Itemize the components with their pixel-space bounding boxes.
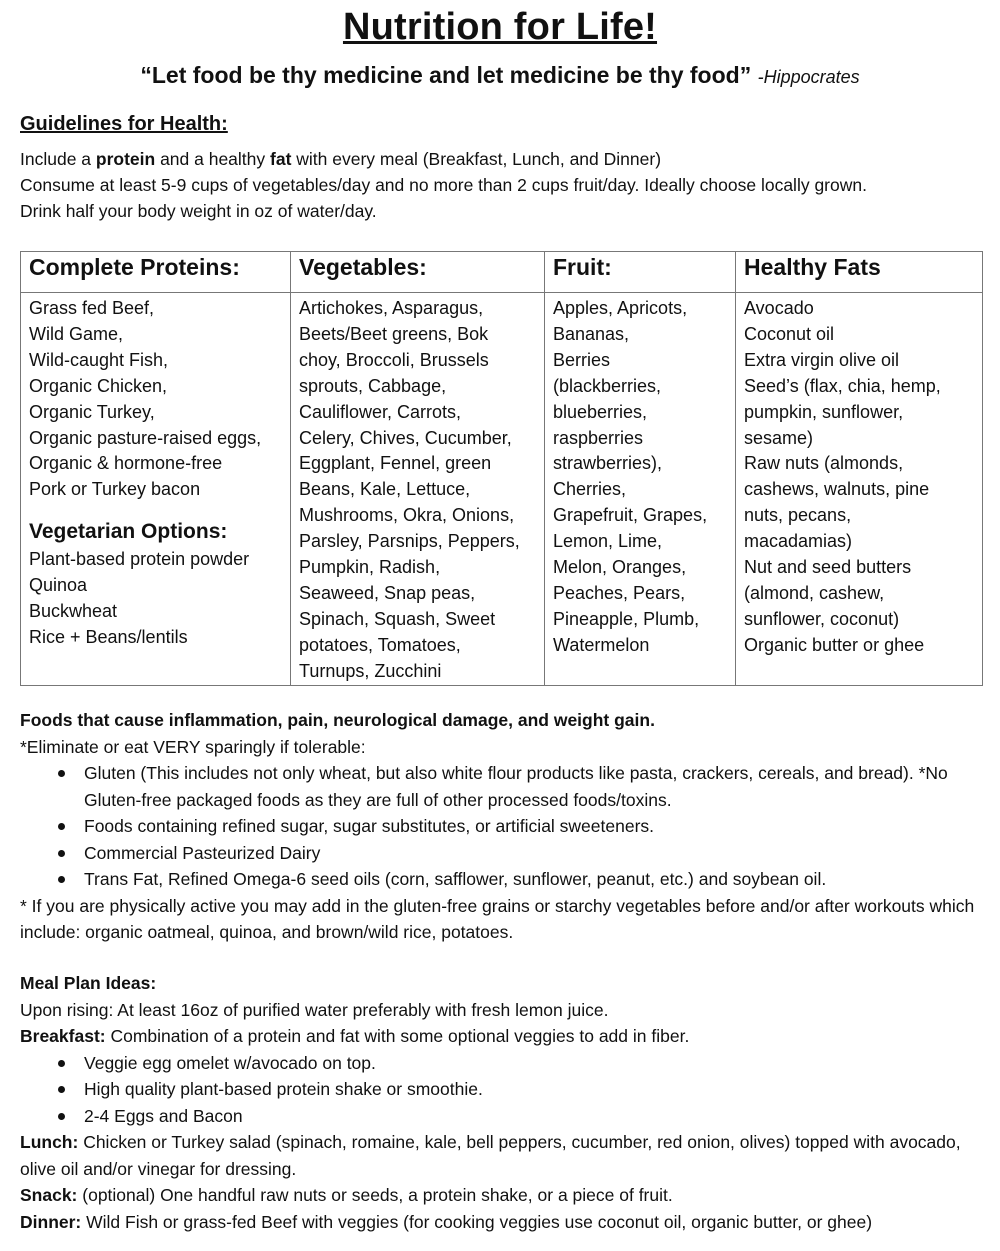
guideline-text: Include a: [20, 149, 96, 169]
list-item: Grass fed Beef,: [29, 298, 155, 318]
meal-plan-section: [20, 970, 990, 1235]
quote: [0, 62, 1000, 89]
vegetables-cell: [291, 293, 545, 686]
inflammation-list: [20, 760, 990, 893]
quote-text: “Let food be thy medicine and let medicine be thy food”: [140, 62, 752, 88]
meal-plan-breakfast: [20, 1023, 990, 1050]
list-item: Raw nuts (almonds,: [744, 453, 904, 474]
list-item: Grapefruit, Grapes,: [553, 505, 708, 526]
list-item: Artichokes, Asparagus,: [299, 298, 484, 318]
bullet-item: Foods containing refined sugar, sugar substitutes, or artificial sweeteners.: [20, 813, 990, 840]
list-item: Turnups, Zucchini: [299, 660, 442, 681]
guideline-water: Drink half your body weight in oz of water/day.: [20, 201, 377, 221]
quote-author: -Hippocrates: [757, 67, 860, 87]
list-item: Plant-based protein powder: [29, 549, 250, 570]
list-item: sesame): [744, 427, 814, 448]
meal-plan-dinner: [20, 1209, 990, 1236]
list-item: Watermelon: [553, 634, 650, 655]
list-item: Parsley, Parsnips, Peppers,: [299, 531, 520, 552]
list-item: Pork or Turkey bacon: [29, 479, 201, 500]
list-item: Nut and seed butters: [744, 557, 912, 578]
inflammation-section: [20, 707, 990, 946]
list-item: Bananas,: [553, 323, 630, 344]
list-item: cashews, walnuts, pine: [744, 479, 930, 500]
fats-list: [744, 296, 974, 659]
lunch-label: Lunch:: [20, 1132, 79, 1152]
list-item: Peaches, Pears,: [553, 582, 686, 603]
guideline-vegetables: Consume at least 5-9 cups of vegetables/day and no more than 2 cups fruit/day. Ideally choose locally grown.: [20, 175, 867, 195]
page-title: Nutrition for Life!: [342, 6, 658, 48]
list-item: Organic butter or ghee: [744, 634, 925, 655]
list-item: Lemon, Lime,: [553, 531, 663, 552]
guideline-bold-fat: fat: [270, 149, 292, 169]
list-item: Melon, Oranges,: [553, 557, 687, 578]
list-item: potatoes, Tomatoes,: [299, 634, 461, 655]
list-item: nuts, pecans,: [744, 505, 852, 526]
proteins-list: [29, 296, 282, 503]
meal-plan-rising: Upon rising: At least 16oz of purified water preferably with fresh lemon juice.: [20, 999, 609, 1020]
guideline-protein-fat: [20, 146, 990, 172]
header-fruit: Fruit:: [545, 252, 736, 293]
list-item: strawberries),: [553, 453, 663, 474]
food-table-row: [21, 293, 983, 686]
inflammation-heading: Foods that cause inflammation, pain, neurological damage, and weight gain.: [20, 710, 655, 730]
guideline-text: with every meal (Breakfast, Lunch, and Dinner): [291, 149, 662, 169]
food-table-header-row: [21, 252, 983, 293]
list-item: Celery, Chives, Cucumber,: [299, 427, 512, 448]
snack-label: Snack:: [20, 1185, 78, 1205]
vegetarian-heading: Vegetarian Options:: [29, 520, 228, 544]
list-item: Organic Turkey,: [29, 401, 155, 422]
guideline-text: and a healthy: [155, 149, 271, 169]
vegetables-list: [299, 296, 536, 685]
header-healthy-fats: Healthy Fats: [736, 252, 983, 293]
bullet-item: Veggie egg omelet w/avocado on top.: [20, 1050, 990, 1077]
vegetarian-list: [29, 547, 282, 651]
list-item: (almond, cashew,: [744, 582, 885, 603]
bullet-item: 2-4 Eggs and Bacon: [20, 1103, 990, 1130]
guideline-bold-protein: protein: [95, 149, 156, 169]
list-item: Mushrooms, Okra, Onions,: [299, 505, 515, 526]
list-item: Eggplant, Fennel, green: [299, 453, 492, 474]
list-item: Seaweed, Snap peas,: [299, 582, 476, 603]
list-item: Seed’s (flax, chia, hemp,: [744, 375, 941, 396]
list-item: Beets/Beet greens, Bok: [299, 323, 489, 344]
breakfast-text: Combination of a protein and fat with some optional veggies to add in fiber.: [105, 1026, 690, 1046]
list-item: Berries: [553, 349, 611, 370]
list-item: Cherries,: [553, 479, 627, 500]
bullet-item: Trans Fat, Refined Omega-6 seed oils (corn, safflower, sunflower, peanut, etc.) and soybean oil.: [20, 866, 990, 893]
list-item: Avocado: [744, 298, 814, 318]
header-vegetables: Vegetables:: [291, 252, 545, 293]
list-item: Pineapple, Plumb,: [553, 608, 700, 629]
lunch-text: Chicken or Turkey salad (spinach, romaine, kale, bell peppers, cucumber, red onion, olives) topped with avocado, olive oil and/or vinegar for dressing.: [20, 1132, 961, 1179]
list-item: Organic & hormone-free: [29, 453, 223, 474]
food-table: [20, 251, 983, 686]
guidelines-text: [20, 146, 990, 224]
list-item: (blackberries,: [553, 375, 662, 396]
list-item: pumpkin, sunflower,: [744, 401, 904, 422]
proteins-cell: [21, 293, 291, 686]
list-item: raspberries: [553, 427, 644, 448]
list-item: Rice + Beans/lentils: [29, 626, 188, 647]
snack-text: (optional) One handful raw nuts or seeds, a protein shake, or a piece of fruit.: [77, 1185, 673, 1205]
inflammation-footnote: * If you are physically active you may add in the gluten-free grains or starchy vegetables before and/or after workouts which include: organic oatmeal, quinoa, and brown/wild rice, potatoes.: [20, 895, 975, 942]
list-item: Cauliflower, Carrots,: [299, 401, 462, 422]
breakfast-label: Breakfast:: [20, 1026, 106, 1046]
dinner-text: Wild Fish or grass-fed Beef with veggies (for cooking veggies use coconut oil, organic butter, or ghee): [81, 1211, 873, 1232]
inflammation-note: *Eliminate or eat VERY sparingly if tolerable:: [20, 736, 366, 757]
list-item: Quinoa: [29, 575, 88, 596]
list-item: macadamias): [744, 531, 853, 552]
list-item: Extra virgin olive oil: [744, 349, 900, 370]
list-item: Apples, Apricots,: [553, 298, 688, 318]
list-item: Pumpkin, Radish,: [299, 557, 441, 578]
meal-plan-heading: Meal Plan Ideas:: [20, 973, 157, 993]
bullet-item: Gluten (This includes not only wheat, but also white flour products like pasta, crackers, cereals, and bread). *No Gluten-free packaged foods as they are full of other processed foods/toxins.: [20, 760, 990, 813]
guidelines-heading: Guidelines for Health:: [20, 113, 228, 135]
list-item: Organic Chicken,: [29, 375, 168, 396]
list-item: sprouts, Cabbage,: [299, 375, 447, 396]
list-item: Coconut oil: [744, 323, 835, 344]
list-item: choy, Broccoli, Brussels: [299, 349, 489, 370]
list-item: Beans, Kale, Lettuce,: [299, 479, 471, 500]
bullet-item: Commercial Pasteurized Dairy: [20, 840, 990, 867]
list-item: Wild-caught Fish,: [29, 349, 169, 370]
fruit-list: [553, 296, 727, 659]
breakfast-list: [20, 1050, 990, 1130]
list-item: Buckwheat: [29, 601, 118, 622]
list-item: Wild Game,: [29, 323, 124, 344]
fruit-cell: [545, 293, 736, 686]
fats-cell: [736, 293, 983, 686]
header-proteins: Complete Proteins:: [21, 252, 291, 293]
list-item: sunflower, coconut): [744, 608, 900, 629]
list-item: Spinach, Squash, Sweet: [299, 608, 496, 629]
list-item: Organic pasture-raised eggs,: [29, 427, 262, 448]
list-item: blueberries,: [553, 401, 648, 422]
meal-plan-lunch: [20, 1129, 990, 1182]
bullet-item: High quality plant-based protein shake or smoothie.: [20, 1076, 990, 1103]
dinner-label: Dinner:: [20, 1211, 82, 1232]
meal-plan-snack: [20, 1182, 990, 1209]
